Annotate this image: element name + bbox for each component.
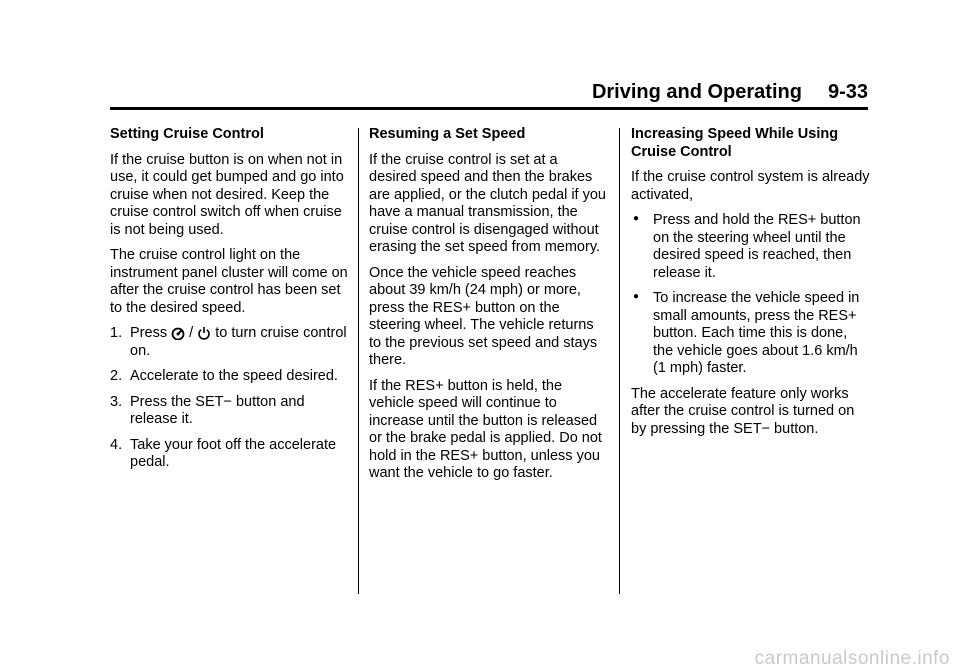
paragraph: The cruise control light on the instrument panel cluster will come on after the cruise control has been set to the desired speed.: [110, 247, 348, 316]
header-rule: [110, 107, 868, 110]
paragraph: If the cruise control system is already activated,: [631, 169, 870, 203]
step-item: [110, 394, 350, 429]
bullet-item: [631, 290, 871, 378]
step-text: Press / to turn cruise control on.: [130, 325, 347, 359]
section-heading: Resuming a Set Speed: [369, 126, 526, 142]
page-header: [592, 80, 868, 104]
section-heading: Setting Cruise Control: [110, 126, 264, 142]
step-number: 2.: [110, 368, 123, 384]
paragraph: If the cruise control is set at a desired speed and then the brakes are applied, or the clutch pedal if you have a manual transmission, the cruise control is disengaged without erasing the set speed from memory.: [369, 151, 606, 255]
section-heading: Increasing Speed While Using Cruise Control: [631, 126, 839, 160]
power-icon: [197, 326, 211, 340]
bullet-text: To increase the vehicle speed in small amounts, press the RES+ button. Each time this is done, the vehicle goes about 1.6 km/h (1 mph) faster.: [653, 290, 860, 376]
step-item: [110, 368, 350, 386]
step-text: Accelerate to the speed desired.: [130, 368, 338, 384]
column-divider: [358, 128, 359, 594]
step-number: 3.: [110, 393, 123, 410]
bullet-icon: ●: [633, 291, 640, 302]
column-3: [631, 126, 871, 446]
bullet-text: Press and hold the RES+ button on the steering wheel until the desired speed is reached, then release it.: [653, 212, 861, 281]
bullet-icon: ●: [633, 213, 640, 224]
step-item: [110, 325, 350, 360]
step-number: 4.: [110, 436, 123, 453]
column-1: [110, 126, 350, 480]
step-number: 1.: [110, 325, 123, 341]
paragraph: If the cruise button is on when not in use, it could get bumped and go into cruise when not desired. Keep the cruise control switch off when cruise is not being used.: [110, 151, 344, 238]
paragraph: The accelerate feature only works after the cruise control is turned on by pressing the SET− button.: [631, 385, 855, 437]
step-text: Press the SET− button and release it.: [130, 393, 305, 427]
step-item: [110, 437, 350, 472]
paragraph: If the RES+ button is held, the vehicle speed will continue to increase until the button is released or the brake pedal is applied. Do not hold in the RES+ button, unless you want the vehicle to go faster.: [369, 377, 602, 481]
page-number: 9-33: [827, 81, 868, 103]
paragraph: Once the vehicle speed reaches about 39 km/h (24 mph) or more, press the RES+ button on the steering wheel. The vehicle returns to the previous set speed and stays there.: [369, 264, 598, 368]
column-2: [369, 126, 609, 491]
watermark: carmanualsonline.info: [754, 648, 950, 669]
cruise-control-icon: [171, 326, 185, 340]
step-text: Take your foot off the accelerate pedal.: [130, 436, 337, 470]
section-title: Driving and Operating: [591, 81, 802, 103]
column-divider: [619, 128, 620, 594]
bullet-item: [631, 212, 871, 282]
